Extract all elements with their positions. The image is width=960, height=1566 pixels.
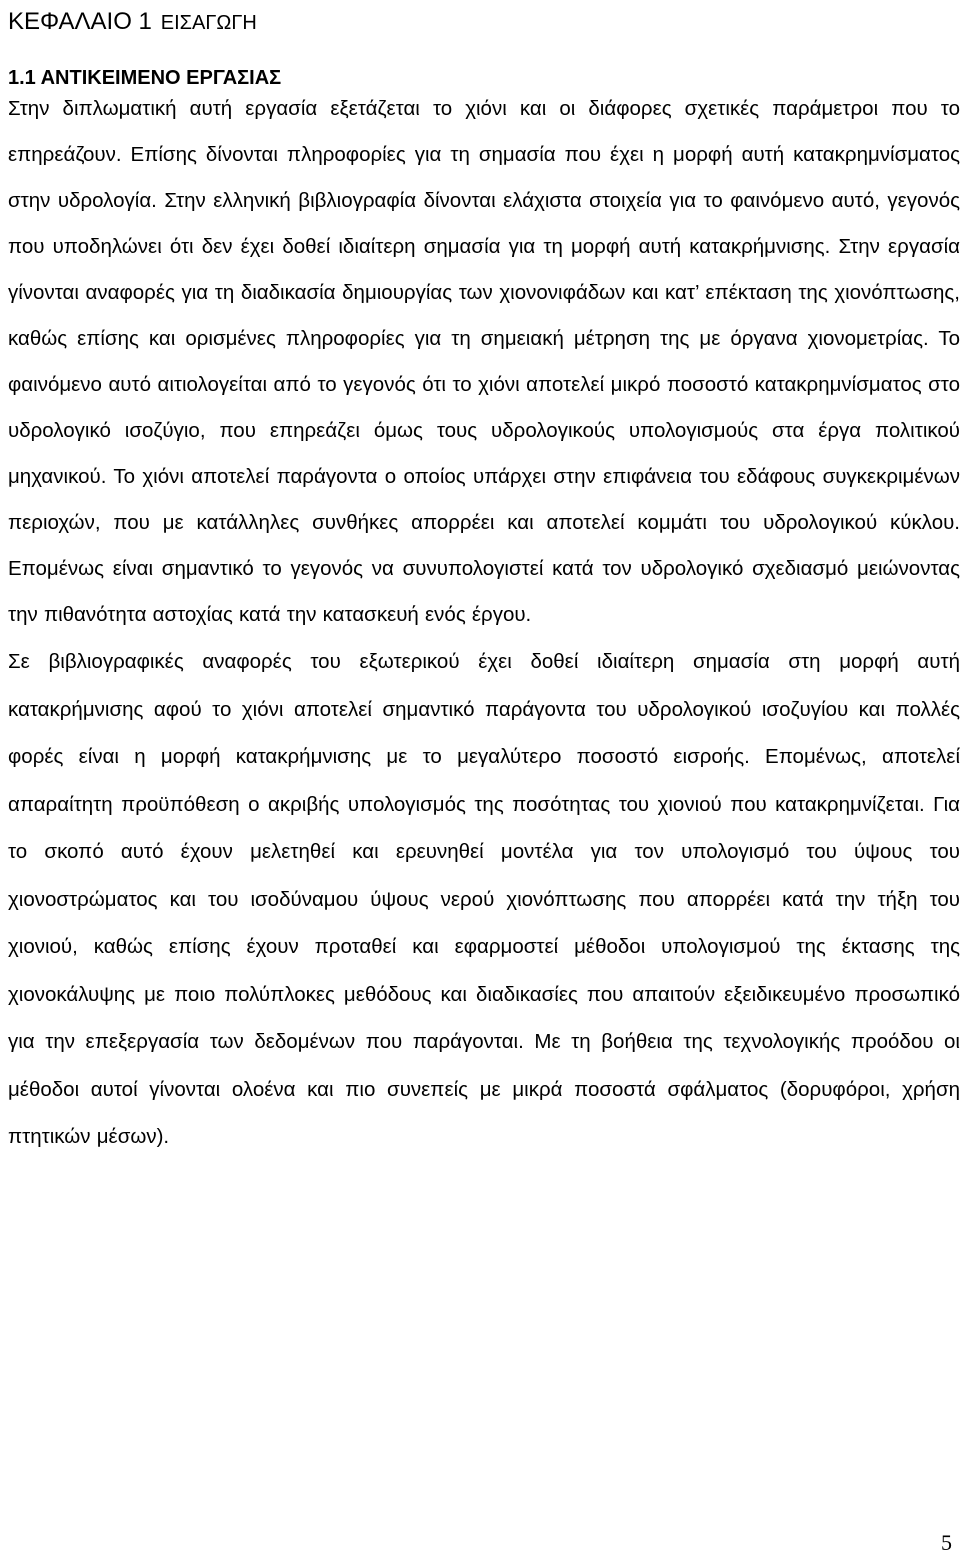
chapter-heading: [8, 0, 960, 42]
chapter-title: ΕΙΣΑΓΩΓΗ: [160, 12, 257, 34]
document-page: [8, 0, 960, 1161]
paragraph: Σε βιβλιογραφικές αναφορές του εξωτερικού έχει δοθεί ιδιαίτερη σημασία στη μορφή αυτή κατακρήμνισης αφού το χιόνι αποτελεί σημαντικό παράγοντα του υδρολογικού ισοζυγίου και πολλές φορές είναι η μορφή κατακρήμνισης με το μεγαλύτερο ποσοστό εισροής. Επομένως, αποτελεί απαραίτητη προϋπόθεση ο ακριβής υπολογισμός της ποσότητας του χιονιού που κατακρημνίζεται. Για το σκοπό αυτό έχουν μελετηθεί και ερευνηθεί μοντέλα για τον υπολογισμό του ύψους του χιονοστρώματος και του ισοδύναμου ύψους νερού χιονόπτωσης που απορρέει κατά την τήξη του χιονιού, καθώς επίσης έχουν προταθεί και εφαρμοστεί μέθοδοι υπολογισμού της έκτασης της χιονοκάλυψης με ποιο πολύπλοκες μεθόδους και διαδικασίες που απαιτούν εξειδικευμένο προσωπικό για την επεξεργασία των δεδομένων που παράγονται. Με τη βοήθεια της τεχνολογικής προόδου οι μέθοδοι αυτοί γίνονται ολοένα και πιο συνεπείς με μικρά ποσοστά σφάλματος (δορυφόροι, χρήση πτητικών μέσων).: [8, 650, 960, 1148]
chapter-number: ΚΕΦΑΛΑΙΟ 1: [8, 8, 152, 35]
page-number: 5: [941, 1530, 952, 1555]
paragraph: Στην διπλωματική αυτή εργασία εξετάζεται το χιόνι και οι διάφορες σχετικές παράμετροι που το επηρεάζουν. Επίσης δίνονται πληροφορίες για τη σημασία που έχει η μορφή αυτή κατακρημνίσματος στην υδρολογία. Στην ελληνική βιβλιογραφία δίνονται ελάχιστα στοιχεία για το φαινόμενο αυτό, γεγονός που υποδηλώνει ότι δεν έχει δοθεί ιδιαίτερη σημασία για τη μορφή αυτή κατακρήμνισης. Στην εργασία γίνονται αναφορές για τη διαδικασία δημιουργίας των χιονονιφάδων και κατ’ επέκταση της χιονόπτωσης, καθώς επίσης και ορισμένες πληροφορίες για τη σημειακή μέτρηση της με όργανα χιονομετρίας. Το φαινόμενο αυτό αιτιολογείται από το γεγονός ότι το χιόνι αποτελεί μικρό ποσοστό κατακρημνίσματος στο υδρολογικό ισοζύγιο, που επηρεάζει όμως τους υδρολογικούς υπολογισμούς στα έργα πολιτικού μηχανικού. Το χιόνι αποτελεί παράγοντα ο οποίος υπάρχει στην επιφάνεια του εδάφους συγκεκριμένων περιοχών, που με κατάλληλες συνθήκες απορρέει και αποτελεί κομμάτι του υδρολογικού κύκλου. Επομένως είναι σημαντικό το γεγονός να συνυπολογιστεί κατά τον υδρολογικό σχεδιασμό μειώνοντας την πιθανότητα αστοχίας κατά την κατασκευή ενός έργου.: [8, 97, 960, 626]
section-heading: 1.1 ΑΝΤΙΚΕΙΜΕΝΟ ΕΡΓΑΣΙΑΣ: [8, 67, 282, 89]
